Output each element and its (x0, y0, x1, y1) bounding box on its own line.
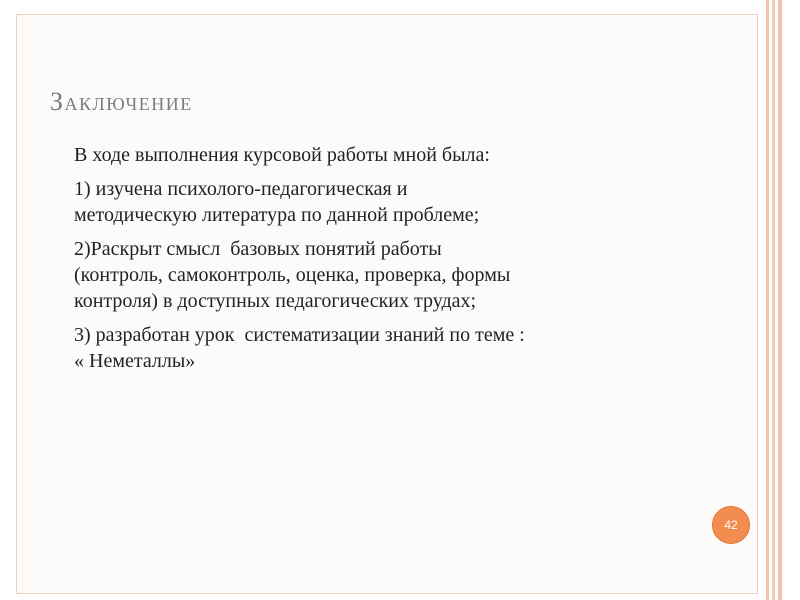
slide-title: Заключение (50, 87, 193, 116)
bullet-text: 2)Раскрыт смысл базовых понятий работы (контроль, самоконтроль, оценка, проверка, формы контроля) в доступных педагогических трудах; (74, 238, 511, 312)
list-item (44, 176, 694, 228)
page-number-badge: 42 (712, 506, 750, 544)
list-item (44, 142, 694, 168)
bullet-text: 1) изучена психолого-педагогическая и методическую литература по данной проблеме; (74, 178, 480, 226)
decorative-stripe (778, 0, 782, 600)
list-item (44, 236, 694, 314)
list-item (44, 322, 694, 374)
bullet-list (44, 142, 694, 382)
bullet-text: 3) разработан урок систематизации знаний по теме : « Неметаллы» (74, 324, 525, 372)
decorative-stripe (766, 0, 769, 600)
decorative-stripe (772, 0, 775, 600)
bullet-text: В ходе выполнения курсовой работы мной была: (74, 144, 490, 166)
